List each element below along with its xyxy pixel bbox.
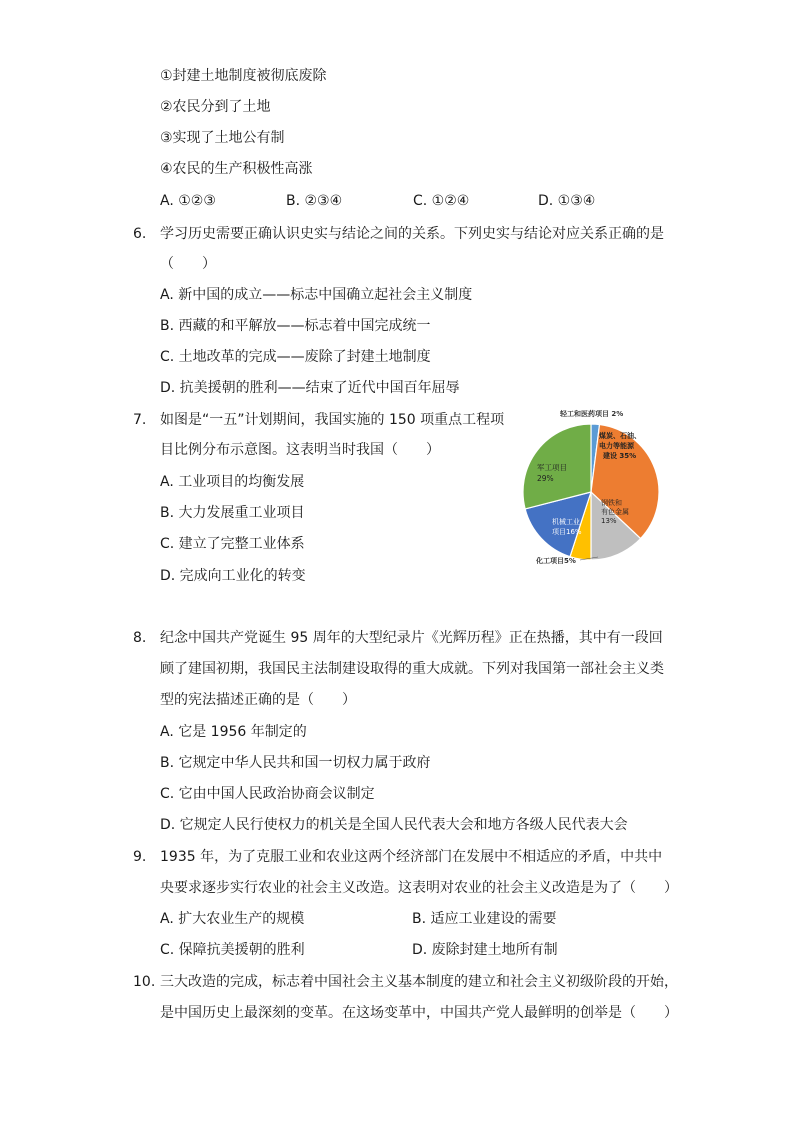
q5-option-b[interactable]: B. ②③④ [286, 193, 343, 209]
q9-stem-line1: 1935 年，为了克服工业和农业这两个经济部门在发展中不相适应的矛盾，中共中 [160, 849, 663, 865]
q6-stem-line1: 学习历史需要正确认识史实与结论之间的关系。下列史实与结论对应关系正确的是 [160, 226, 664, 242]
q5-item-4: ④农民的生产积极性高涨 [160, 161, 313, 177]
q10-stem-line2: 是中国历史上最深刻的变革。在这场变革中，中国共产党人最鲜明的创举是（ ） [160, 1005, 678, 1021]
q5-option-c[interactable]: C. ①②④ [413, 193, 470, 209]
q8-option-c[interactable]: C. 它由中国人民政治协商会议制定 [160, 786, 375, 802]
q8-option-a[interactable]: A. 它是 1956 年制定的 [160, 724, 307, 740]
q7-stem-line1: 如图是“一五”计划期间，我国实施的 150 项重点工程项 [160, 412, 505, 428]
q7-option-d[interactable]: D. 完成向工业化的转变 [160, 568, 306, 584]
q6-option-a[interactable]: A. 新中国的成立——标志中国确立起社会主义制度 [160, 287, 473, 303]
q5-item-1: ①封建土地制度被彻底废除 [160, 68, 327, 84]
label-energy-1: 煤炭、石油、 [599, 432, 641, 440]
q10-stem-line1: 三大改造的完成，标志着中国社会主义基本制度的建立和社会主义初级阶段的开始， [160, 974, 678, 990]
label-military-2: 29% [537, 474, 554, 483]
q5-item-2: ②农民分到了土地 [160, 99, 271, 115]
q10-number: 10. [133, 974, 156, 990]
q7-stem-line2: 目比例分布示意图。这表明当时我国（ ） [160, 442, 440, 458]
q6-stem-line2: （ ） [160, 256, 216, 272]
q6-option-c[interactable]: C. 土地改革的完成——废除了封建土地制度 [160, 349, 431, 365]
q9-option-a[interactable]: A. 扩大农业生产的规模 [160, 911, 305, 927]
label-chemical: 化工项目5% [536, 557, 576, 565]
q8-option-b[interactable]: B. 它规定中华人民共和国一切权力属于政府 [160, 755, 431, 771]
q7-option-a[interactable]: A. 工业项目的均衡发展 [160, 474, 305, 490]
label-energy-3: 建设 35% [603, 452, 637, 460]
q5-item-3: ③实现了土地公有制 [160, 130, 285, 146]
q6-number: 6. [133, 226, 147, 242]
q7-number: 7. [133, 412, 147, 428]
q7-option-c[interactable]: C. 建立了完整工业体系 [160, 536, 305, 552]
label-light-industry: 轻工和医药项目 2% [560, 410, 624, 418]
q5-option-d[interactable]: D. ①③④ [538, 193, 596, 209]
q8-number: 8. [133, 630, 147, 646]
q9-stem-line2: 央要求逐步实行农业的社会主义改造。这表明对农业的社会主义改造是为了（ ） [160, 880, 678, 896]
pie-svg [508, 400, 678, 570]
q8-stem-line2: 顾了建国初期，我国民主法制建设取得的重大成就。下列对我国第一部社会主义类 [160, 661, 664, 677]
label-military-1: 军工项目 [537, 463, 567, 472]
q5-option-a[interactable]: A. ①②③ [160, 193, 216, 209]
q8-stem-line1: 纪念中国共产党诞生 95 周年的大型纪录片《光辉历程》正在热播，其中有一段回 [160, 630, 663, 646]
label-energy-2: 电力等能源 [599, 442, 634, 450]
q9-number: 9. [133, 849, 147, 865]
q7-pie-chart [508, 400, 678, 570]
q8-stem-line3: 型的宪法描述正确的是（ ） [160, 692, 356, 708]
q6-option-d[interactable]: D. 抗美援朝的胜利——结束了近代中国百年屈辱 [160, 380, 460, 396]
label-machinery-1: 机械工业 [552, 518, 580, 526]
q6-option-b[interactable]: B. 西藏的和平解放——标志着中国完成统一 [160, 318, 431, 334]
label-steel-2: 有色金属 [601, 508, 629, 516]
q9-option-c[interactable]: C. 保障抗美援朝的胜利 [160, 942, 305, 958]
q9-option-b[interactable]: B. 适应工业建设的需要 [412, 911, 557, 927]
q7-option-b[interactable]: B. 大力发展重工业项目 [160, 505, 305, 521]
label-steel-3: 13% [601, 517, 617, 525]
label-steel-1: 钢铁和 [601, 499, 622, 507]
q8-option-d[interactable]: D. 它规定人民行使权力的机关是全国人民代表大会和地方各级人民代表大会 [160, 817, 628, 833]
q9-option-d[interactable]: D. 废除封建土地所有制 [412, 942, 558, 958]
label-machinery-2: 项目16% [552, 528, 582, 536]
